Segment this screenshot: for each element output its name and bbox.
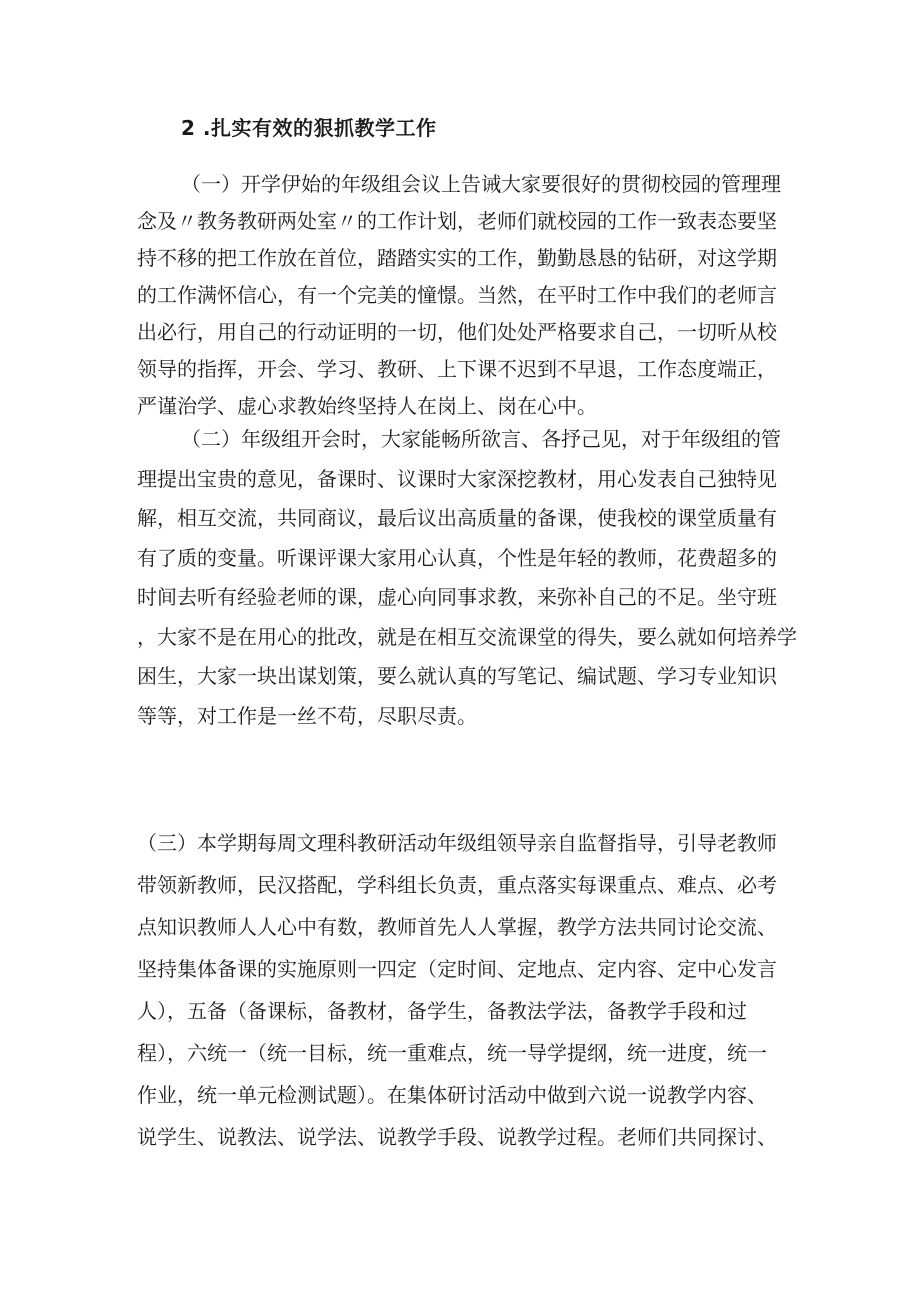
paragraph-line: 有了质的变量。听课评课大家用心认真，个性是年轻的教师，花费超多的 [137,545,777,570]
paragraph-line: 等等，对工作是一丝不苟，尽职尽责。 [137,703,477,728]
paragraph-line: 程），六统一（统一目标，统一重难点，统一导学提纲，统一进度，统一 [137,1041,767,1065]
paragraph-line: 点知识教师人人心中有数，教师首先人人掌握，教学方法共同讨论交流、 [137,915,777,939]
section-heading: 2 .扎实有效的狠抓教学工作 [181,116,437,140]
paragraph-line: 出必行，用自己的行动证明的一切，他们处处严格要求自己，一切听从校 [137,320,777,344]
paragraph-1 [137,166,797,425]
paragraph-line: 坚持集体备课的实施原则一四定（定时间、定地点、定内容、定中心发言 [137,957,777,981]
paragraph-line: （三）本学期每周文理科教研活动年级组领导亲自监督指导，引导老教师 [137,831,777,855]
paragraph-2 [137,420,797,736]
paragraph-line: 严谨治学、虚心求教始终坚持人在岗上、岗在心中。 [137,394,597,418]
paragraph-line: 持不移的把工作放在首位，踏踏实实的工作，勤勤恳恳的钻研，对这学期 [137,246,777,270]
paragraph-3 [137,822,797,1158]
paragraph-line: 说学生、说教法、说学法、说教学手段、说教学过程。老师们共同探讨、 [137,1125,777,1149]
paragraph-line: （二）年级组开会时，大家能畅所欲言、各抒己见，对于年级组的管 [181,427,781,451]
paragraph-line: ，大家不是在用心的批改，就是在相互交流课堂的得失，要么就如何培养学 [137,624,797,649]
paragraph-line: 时间去听有经验老师的课，虚心向同事求教，来弥补自己的不足。坐守班 [137,585,777,609]
paragraph-line: 人），五备（备课标，备教材，备学生，备教法学法，备教学手段和过 [137,999,747,1023]
paragraph-line: 的工作满怀信心，有一个完美的憧憬。当然，在平时工作中我们的老师言 [137,283,777,307]
paragraph-line: 念及〃教务教研两处室〃的工作计划，老师们就校园的工作一致表态要坚 [137,209,777,233]
paragraph-line: 作业，统一单元检测试题）。在集体研讨活动中做到六说一说教学内容、 [137,1083,767,1107]
paragraph-line: 解，相互交流，共同商议，最后议出高质量的备课，使我校的课堂质量有 [137,506,777,530]
paragraph-line: 理提出宝贵的意见，备课时、议课时大家深挖教材，用心发表自己独特见 [137,466,777,491]
paragraph-line: （一）开学伊始的年级组会议上告诫大家要很好的贯彻校园的管理理 [181,172,781,196]
paragraph-line: 带领新教师，民汉搭配，学科组长负责，重点落实每课重点、难点、必考 [137,873,777,897]
paragraph-line: 领导的指挥，开会、学习、教研、上下课不迟到不早退，工作态度端正， [137,357,777,381]
paragraph-line: 困生，大家一块出谋划策，要么就认真的写笔记、编试题、学习专业知识 [137,664,777,688]
